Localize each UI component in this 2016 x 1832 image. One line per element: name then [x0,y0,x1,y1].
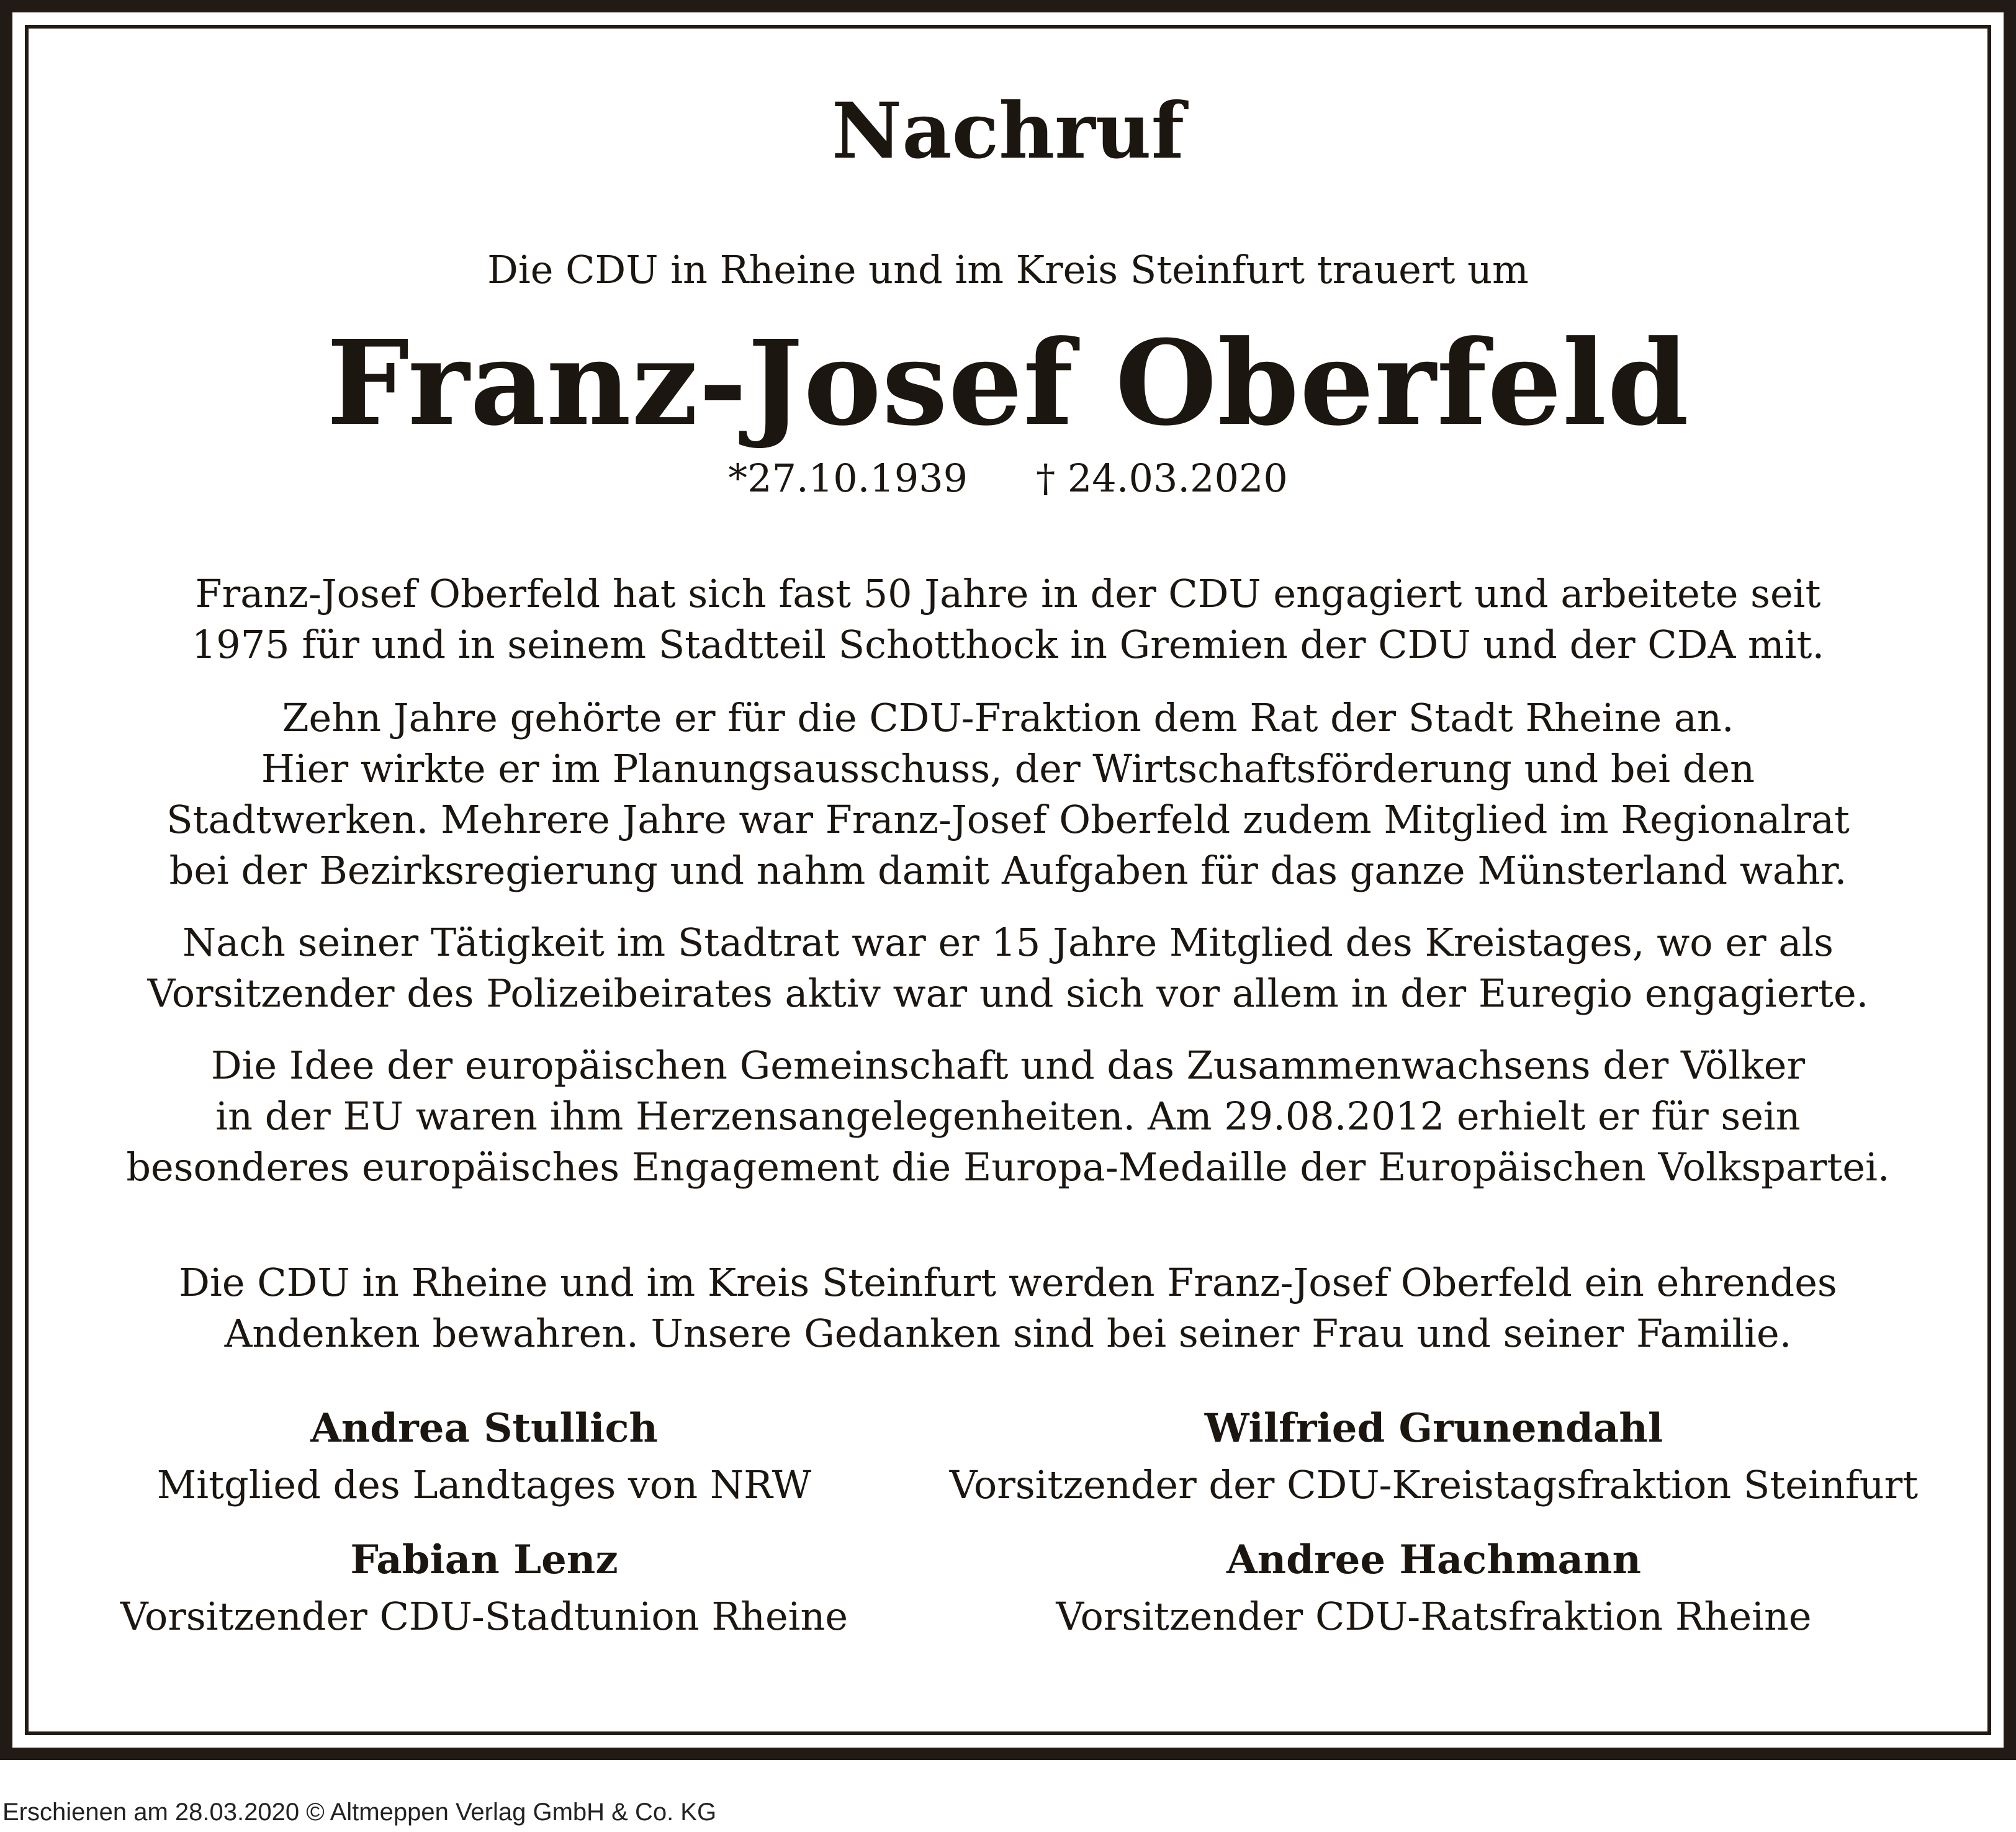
life-dates [0,456,2016,501]
signatory-name: Andrea Stullich [310,1405,658,1452]
text-line: Stadtwerken. Mehrere Jahre war Franz-Josef Oberfeld zudem Mitglied im Regionalrat [166,797,1850,842]
text-line: bei der Bezirksregierung und nahm damit Aufgaben für das ganze Münsterland wahr. [169,848,1847,893]
signatory-role: Vorsitzender CDU-Ratsfraktion Rheine [1056,1594,1812,1639]
signatory [112,1537,857,1639]
death-date: † 24.03.2020 [1036,456,1288,501]
text-line: in der EU waren ihm Herzensangelegenheiten. Am 29.08.2012 erhielt er für sein [215,1093,1801,1139]
signatory [900,1537,1968,1639]
text-line: Andenken bewahren. Unsere Gedanken sind bei seiner Frau und seiner Familie. [224,1311,1792,1356]
paragraph-district-council [0,917,2016,1019]
text-line: Die Idee der europäischen Gemeinschaft und das Zusammenwachsens der Völker [210,1043,1806,1088]
notice-heading: Nachruf [831,86,1185,176]
publication-footer: Erschienen am 28.03.2020 © Altmeppen Verlag GmbH & Co. KG [2,1798,717,1826]
signatory-name: Andree Hachmann [1226,1537,1642,1583]
text-line: 1975 für und in seinem Stadtteil Schotthock in Gremien der CDU und der CDA mit. [191,622,1825,667]
text-line: Die CDU in Rheine und im Kreis Steinfurt werden Franz-Josef Oberfeld ein ehrendes [179,1260,1837,1305]
text-line: Hier wirkte er im Planungsausschuss, der Wirtschaftsförderung und bei den [261,746,1755,791]
paragraph-closing [0,1257,2016,1359]
signatory [112,1405,857,1507]
paragraph-career [0,568,2016,670]
signatory-name: Fabian Lenz [350,1537,618,1583]
text-line: Vorsitzender des Polizeibeirates aktiv war und sich vor allem in der Euregio engagierte. [147,971,1869,1016]
intro-line: Die CDU in Rheine und im Kreis Steinfurt trauert um [487,247,1529,292]
text-line: Nach seiner Tätigkeit im Stadtrat war er 15 Jahre Mitglied des Kreistages, wo er als [182,920,1834,965]
text-line: besonderes europäisches Engagement die Europa-Medaille der Europäischen Volkspartei. [126,1144,1890,1190]
text-line: Zehn Jahre gehörte er für die CDU-Fraktion dem Rat der Stadt Rheine an. [282,695,1734,740]
paragraph-europe [0,1040,2016,1193]
paragraph-city-council [0,693,2016,896]
signatory-role: Mitglied des Landtages von NRW [156,1462,812,1507]
birth-date: *27.10.1939 [728,456,968,501]
text-line: Franz-Josef Oberfeld hat sich fast 50 Jahre in der CDU engagiert und arbeitete seit [195,571,1821,616]
signatory-name: Wilfried Grunendahl [1204,1405,1663,1452]
signatory [900,1405,1968,1507]
signatory-role: Vorsitzender CDU-Stadtunion Rheine [120,1594,848,1639]
deceased-name: Franz-Josef Oberfeld [326,315,1690,452]
signatory-role: Vorsitzender der CDU-Kreistagsfraktion Steinfurt [949,1462,1919,1507]
